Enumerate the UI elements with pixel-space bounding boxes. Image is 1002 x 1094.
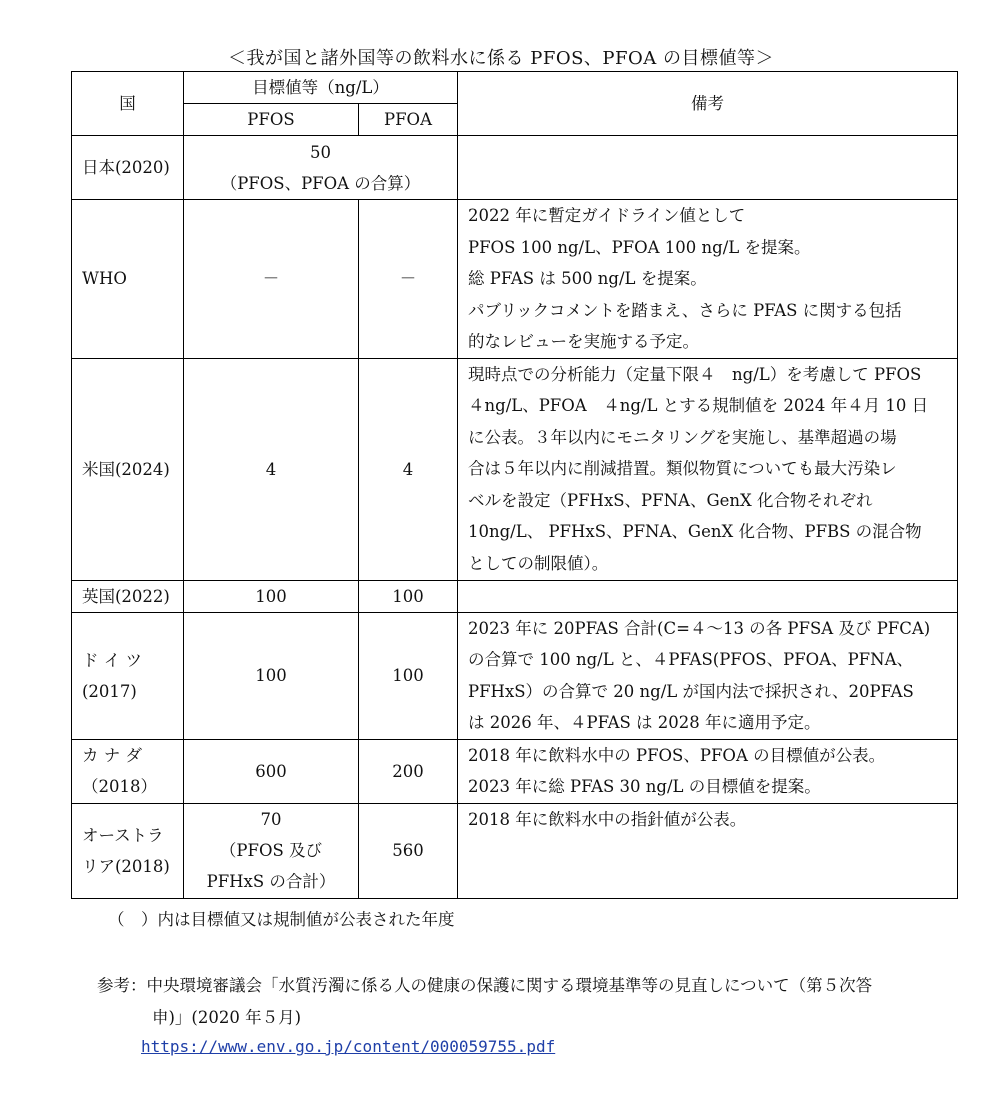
- pfos-value: 4: [184, 358, 359, 580]
- header-target-values: 目標値等（ng/L）: [184, 72, 458, 104]
- remarks-cell: [458, 739, 958, 803]
- pfos-value: 600: [184, 739, 359, 803]
- country-label: 日本(2020): [82, 158, 170, 177]
- pfoa-value: 200: [359, 739, 458, 803]
- remarks-line: 現時点での分析能力（定量下限４ ng/L）を考慮して PFOS: [468, 364, 922, 384]
- target-values-table: [71, 71, 958, 899]
- pfos-value: 70: [260, 810, 282, 829]
- remarks-line: 2018 年に飲料水中の PFOS、PFOA の目標値が公表。: [468, 745, 886, 765]
- remarks-line: 2023 年に総 PFAS 30 ng/L の目標値を提案。: [468, 777, 821, 796]
- remarks-line: 的なレビューを実施する予定。: [468, 332, 699, 351]
- country-cell: [72, 200, 184, 359]
- table-footnote: （ ）内は目標値又は規制値が公表された年度: [108, 910, 455, 929]
- remarks-line: は 2026 年、４PFAS は 2028 年に適用予定。: [468, 713, 821, 732]
- pfoa-value: 100: [359, 580, 458, 612]
- pfoa-value: 100: [359, 612, 458, 739]
- remarks-cell: [458, 200, 958, 359]
- country-cell: [72, 612, 184, 739]
- remarks-line: ベルを設定（PFHxS、PFNA、GenX 化合物それぞれ: [468, 490, 873, 510]
- remarks-cell: [458, 612, 958, 739]
- combined-value-note: （PFOS、PFOA の合算）: [220, 173, 421, 193]
- country-label: WHO: [82, 269, 127, 289]
- remarks-line: 合は５年以内に削減措置。類似物質についても最大汚染レ: [468, 459, 897, 479]
- country-year: リア(2018): [82, 856, 170, 876]
- remarks-line: PFHxS）の合算で 20 ng/L が国内法で採択され、20PFAS: [468, 681, 914, 701]
- country-label: オーストラ: [82, 825, 164, 845]
- pfos-value: 100: [184, 612, 359, 739]
- table-row-who: [72, 200, 958, 359]
- pfos-value-cell: [184, 803, 359, 898]
- pfos-value-note: （PFOS 及び: [219, 841, 323, 860]
- remarks-line: PFOS 100 ng/L、PFOA 100 ng/L を提案。: [468, 237, 811, 257]
- remarks-line: 2018 年に飲料水中の指針値が公表。: [468, 809, 747, 829]
- remarks-line: ４ng/L、PFOA ４ng/L とする規制値を 2024 年４月 10 日: [468, 396, 929, 416]
- country-cell: [72, 580, 184, 612]
- table-row-germany: [72, 612, 958, 739]
- country-label: カ ナ ダ: [82, 746, 142, 765]
- combined-value: 50: [310, 142, 331, 162]
- reference-line-2: 申)」(2020 年５月): [152, 1008, 302, 1027]
- combined-value-cell: [184, 136, 458, 200]
- pfos-value: －: [184, 200, 359, 359]
- country-label: 米国(2024): [82, 459, 170, 479]
- remarks-line: 2022 年に暫定ガイドライン値として: [468, 206, 746, 225]
- pfoa-value: 4: [359, 358, 458, 580]
- document-title: ＜我が国と諸外国等の飲料水に係る PFOS、PFOA の目標値等＞: [228, 48, 774, 69]
- remarks-cell: [458, 358, 958, 580]
- table-row-canada: [72, 739, 958, 803]
- country-cell: [72, 739, 184, 803]
- reference-link[interactable]: https://www.env.go.jp/content/000059755.pdf: [141, 1037, 556, 1056]
- country-cell: [72, 358, 184, 580]
- pfoa-value: －: [359, 200, 458, 359]
- remarks-line: の合算で 100 ng/L と、４PFAS(PFOS、PFOA、PFNA、: [468, 650, 913, 669]
- remarks-cell: [458, 136, 958, 200]
- country-cell: [72, 803, 184, 898]
- header-row-1: [72, 72, 958, 104]
- reference-line-1: 参考：中央環境審議会「水質汚濁に係る人の健康の保護に関する環境基準等の見直しについて（第５次答: [97, 976, 873, 995]
- remarks-line: 2023 年に 20PFAS 合計(C=４～13 の各 PFSA 及び PFCA): [468, 618, 931, 638]
- remarks-line: に公表。３年以内にモニタリングを実施し、基準超過の場: [468, 427, 897, 447]
- country-label: ド イ ツ: [82, 650, 142, 670]
- remarks-cell: [458, 803, 958, 898]
- table-row-japan: [72, 136, 958, 200]
- remarks-line: パブリックコメントを踏まえ、さらに PFAS に関する包括: [468, 300, 902, 320]
- country-year: （2018）: [82, 777, 157, 796]
- country-year: (2017): [82, 681, 137, 701]
- remarks-line: 10ng/L、 PFHxS、PFNA、GenX 化合物、PFBS の混合物: [468, 522, 922, 542]
- remarks-line: としての制限値）。: [468, 553, 609, 573]
- header-remarks: 備考: [458, 72, 958, 136]
- header-pfos: PFOS: [184, 104, 359, 136]
- remarks-line: 総 PFAS は 500 ng/L を提案。: [468, 269, 707, 288]
- pfos-value-note: PFHxS の合計）: [206, 872, 336, 891]
- table-row-usa: [72, 358, 958, 580]
- pfoa-value: 560: [359, 803, 458, 898]
- country-cell: [72, 136, 184, 200]
- table-row-uk: [72, 580, 958, 612]
- country-label: 英国(2022): [82, 586, 170, 606]
- table-row-australia: [72, 803, 958, 898]
- remarks-cell: [458, 580, 958, 612]
- header-pfoa: PFOA: [359, 104, 458, 136]
- pfos-value: 100: [184, 580, 359, 612]
- header-country: 国: [72, 72, 184, 136]
